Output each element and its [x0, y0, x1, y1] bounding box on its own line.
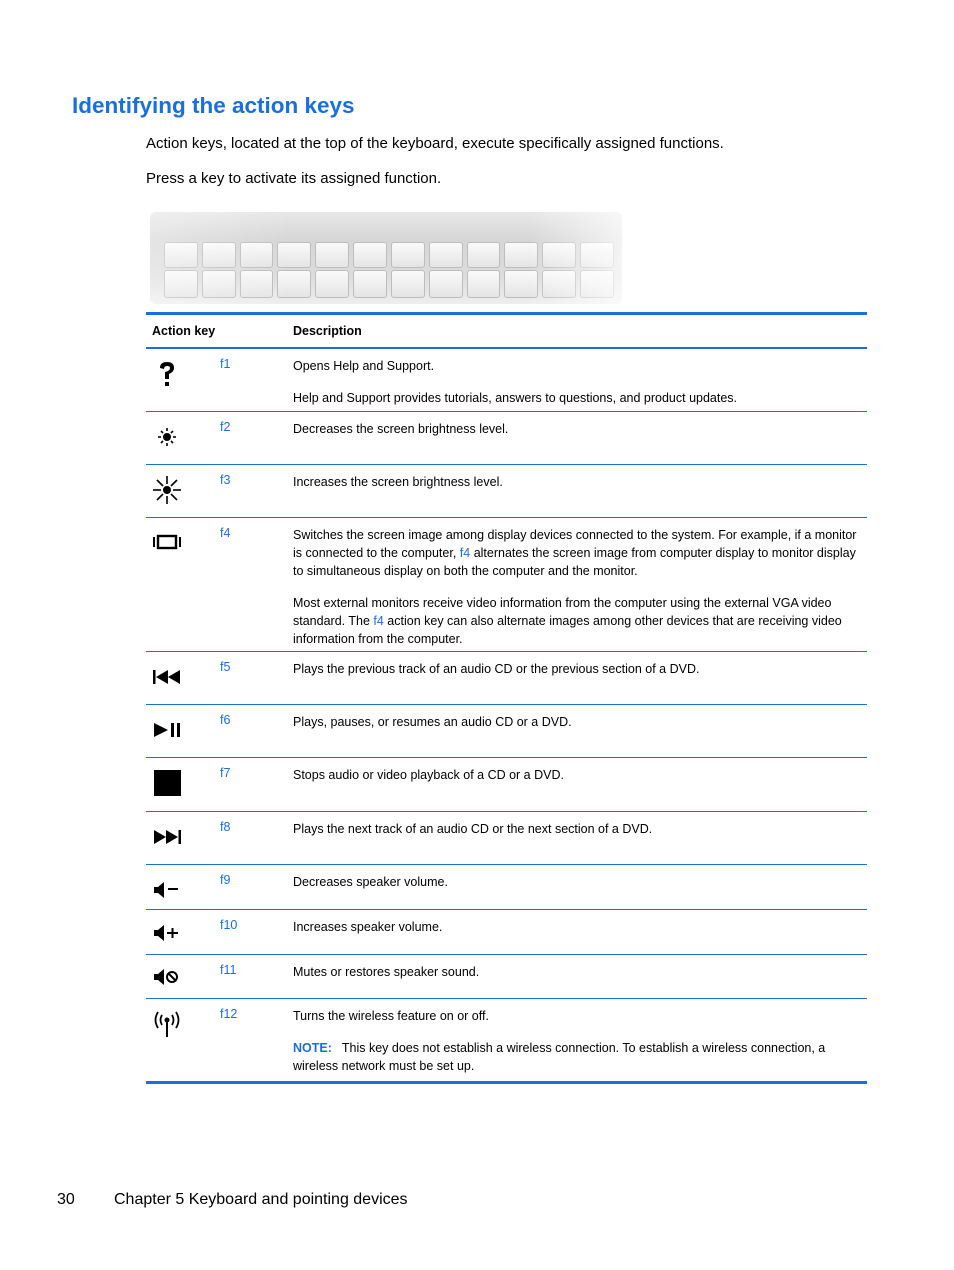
- key-label: f10: [220, 918, 238, 932]
- row-description: [293, 865, 861, 891]
- page-title: Identifying the action keys: [72, 93, 355, 118]
- key-reference-link[interactable]: f4: [373, 614, 384, 628]
- table-row: [146, 758, 867, 812]
- column-header-description: Description: [293, 324, 362, 338]
- note-text: NOTE: This key does not establish a wireless connection. To establish a wireless connection, a wireless network must be set up.: [293, 1041, 826, 1073]
- key-label: f11: [220, 963, 237, 977]
- description-text: Mutes or restores speaker sound.: [293, 965, 480, 979]
- action-keys-table: [146, 312, 867, 1084]
- key-label: f5: [220, 660, 231, 674]
- brightness-down-icon: [152, 422, 182, 452]
- previous-track-icon: [152, 662, 182, 692]
- key-label: f4: [220, 526, 231, 540]
- description-text: Decreases the screen brightness level.: [293, 422, 509, 436]
- table-row: [146, 812, 867, 865]
- volume-down-icon: [152, 875, 182, 905]
- table-header: [146, 312, 867, 349]
- key-label: f9: [220, 873, 231, 887]
- row-description: [293, 758, 861, 784]
- mute-icon: [152, 965, 182, 995]
- table-row: [146, 705, 867, 758]
- table-row: [146, 999, 867, 1084]
- description-text: Stops audio or video playback of a CD or a DVD.: [293, 768, 564, 782]
- table-row: [146, 465, 867, 518]
- row-description: [293, 349, 861, 407]
- row-description: [293, 705, 861, 731]
- description-text: Plays, pauses, or resumes an audio CD or a DVD.: [293, 715, 572, 729]
- table-row: [146, 910, 867, 955]
- note-label: NOTE:: [293, 1041, 332, 1055]
- row-description: [293, 518, 861, 648]
- row-description: [293, 412, 861, 438]
- next-track-icon: [152, 822, 182, 852]
- description-text: Increases speaker volume.: [293, 920, 443, 934]
- table-row: [146, 865, 867, 910]
- key-label: f12: [220, 1007, 238, 1021]
- row-description: [293, 910, 861, 936]
- row-description: [293, 652, 861, 678]
- row-description: [293, 465, 861, 491]
- key-label: f7: [220, 766, 231, 780]
- volume-up-icon: [152, 920, 182, 950]
- table-row: [146, 412, 867, 465]
- column-header-action-key: Action key: [152, 324, 216, 338]
- key-label: f2: [220, 420, 231, 434]
- description-text: Decreases speaker volume.: [293, 875, 448, 889]
- intro-paragraph: Action keys, located at the top of the keyboard, execute specifically assigned functions.: [146, 135, 724, 152]
- description-text: Increases the screen brightness level.: [293, 475, 503, 489]
- display-switch-icon: [152, 528, 182, 558]
- description-text: Opens Help and Support.: [293, 359, 435, 373]
- description-text: Most external monitors receive video information from the computer using the external VGA video standard. The f4 action key can also alternate images among other devices that are receiving video information from the computer.: [293, 596, 842, 646]
- description-text: Switches the screen image among display devices connected to the system. For example, if a monitor is connected to the computer, f4 alternates the screen image from computer display to monitor display to simultaneous display on both the computer and the monitor.: [293, 528, 857, 578]
- description-text: Turns the wireless feature on or off.: [293, 1009, 489, 1023]
- description-text: Plays the previous track of an audio CD or the previous section of a DVD.: [293, 662, 700, 676]
- play-pause-icon: [152, 715, 182, 745]
- chapter-title: Chapter 5 Keyboard and pointing devices: [114, 1191, 408, 1208]
- key-label: f6: [220, 713, 231, 727]
- key-reference-link[interactable]: f4: [459, 546, 471, 560]
- table-row: [146, 349, 867, 412]
- help-icon: [152, 359, 182, 389]
- row-description: [293, 812, 861, 838]
- table-row: [146, 518, 867, 652]
- stop-icon: [152, 768, 182, 798]
- description-text: Help and Support provides tutorials, answers to questions, and product updates.: [293, 391, 738, 405]
- key-label: f8: [220, 820, 231, 834]
- brightness-up-icon: [152, 475, 182, 505]
- page-number: 30: [57, 1191, 75, 1208]
- description-text: Plays the next track of an audio CD or the next section of a DVD.: [293, 822, 653, 836]
- table-row: [146, 955, 867, 999]
- table-row: [146, 652, 867, 705]
- row-description: [293, 999, 861, 1075]
- keyboard-photo: [150, 212, 622, 304]
- key-label: f3: [220, 473, 231, 487]
- row-description: [293, 955, 861, 981]
- wireless-icon: [152, 1009, 182, 1039]
- key-label: f1: [220, 357, 231, 371]
- intro-paragraph: Press a key to activate its assigned function.: [146, 170, 442, 187]
